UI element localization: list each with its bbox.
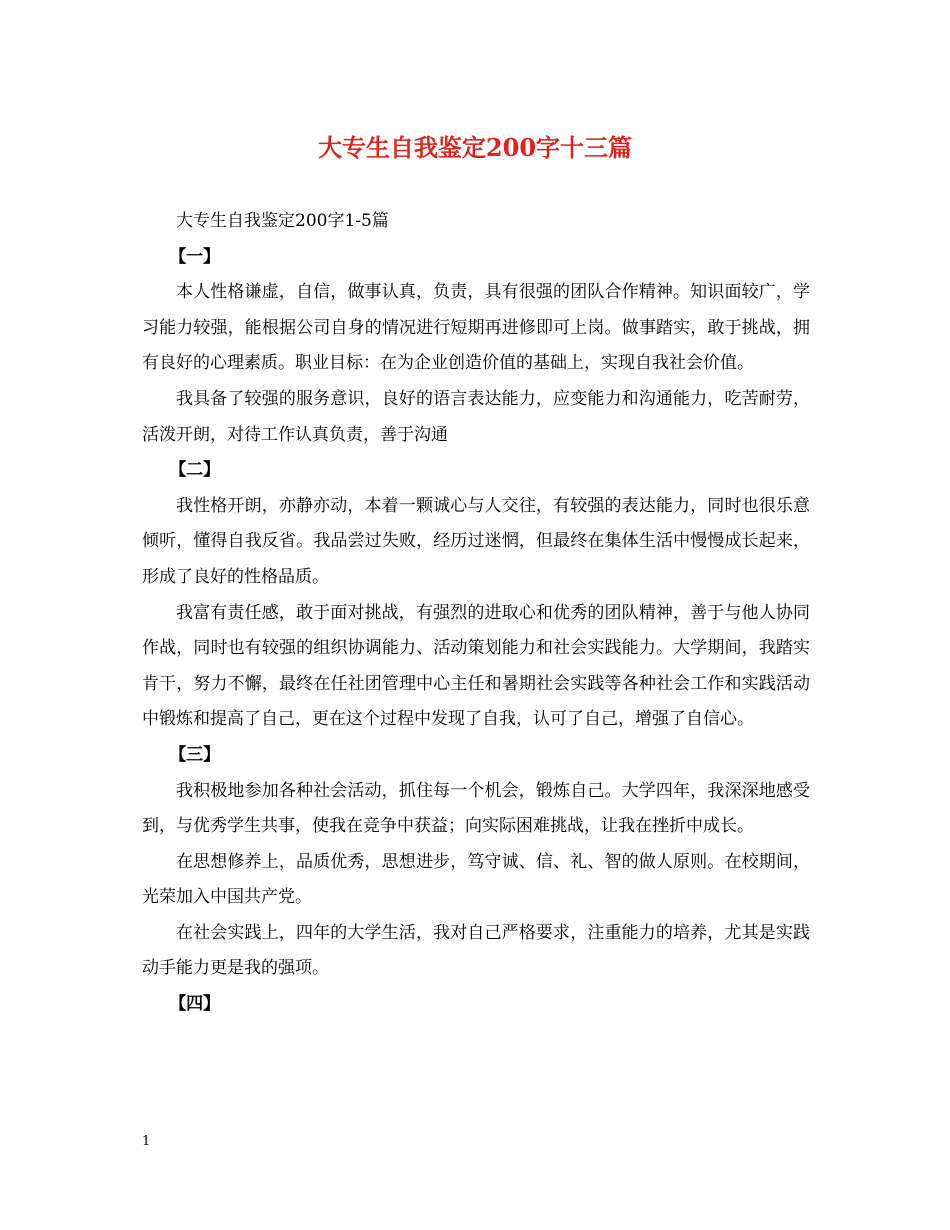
section-heading: 【三】: [169, 744, 221, 765]
paragraph: 我积极地参加各种社会活动，抓住每一个机会，锻炼自己。大学四年，我深深地感受到，与优秀学生共事，使我在竞争中获益；向实际困难挑战，让我在挫折中成长。: [142, 780, 810, 837]
paragraph: 我富有责任感，敢于面对挑战，有强烈的进取心和优秀的团队精神，善于与他人协同作战，同时也有较强的组织协调能力、活动策划能力和社会实践能力。大学期间，我踏实肯干，努力不懈，最终在任社团管理中心主任和暑期社会实践等各种社会工作和实践活动中锻炼和提高了自己，更在这个过程中发现了自我，认可了自己，增强了自信心。: [142, 602, 810, 730]
paragraph: 在社会实践上，四年的大学生活，我对自己严格要求，注重能力的培养，尤其是实践动手能力更是我的强项。: [142, 922, 810, 979]
paragraph: 在思想修养上，品质优秀，思想进步，笃守诚、信、礼、智的做人原则。在校期间，光荣加入中国共产党。: [142, 851, 810, 908]
paragraph: 我具备了较强的服务意识，良好的语言表达能力，应变能力和沟通能力，吃苦耐劳，活泼开朗，对待工作认真负责，善于沟通: [142, 388, 810, 445]
section-heading: 【四】: [169, 994, 221, 1015]
paragraph: 我性格开朗，亦静亦动，本着一颗诚心与人交往，有较强的表达能力，同时也很乐意倾听，懂得自我反省。我品尝过失败，经历过迷惘，但最终在集体生活中慢慢成长起来，形成了良好的性格品质。: [142, 495, 810, 587]
section-heading: 【二】: [169, 460, 221, 481]
page-number: 1: [142, 1134, 151, 1149]
document-title: 大专生自我鉴定200字十三篇: [317, 133, 633, 162]
document-body: [142, 204, 810, 1023]
paragraph: 大专生自我鉴定200字1-5篇: [176, 211, 389, 231]
section-heading: 【一】: [169, 246, 221, 267]
paragraph: 本人性格谦虚，自信，做事认真，负责，具有很强的团队合作精神。知识面较广，学习能力较强，能根据公司自身的情况进行短期再进修即可上岗。做事踏实，敢于挑战，拥有良好的心理素质。职业目标：在为企业创造价值的基础上，实现自我社会价值。: [142, 282, 810, 374]
